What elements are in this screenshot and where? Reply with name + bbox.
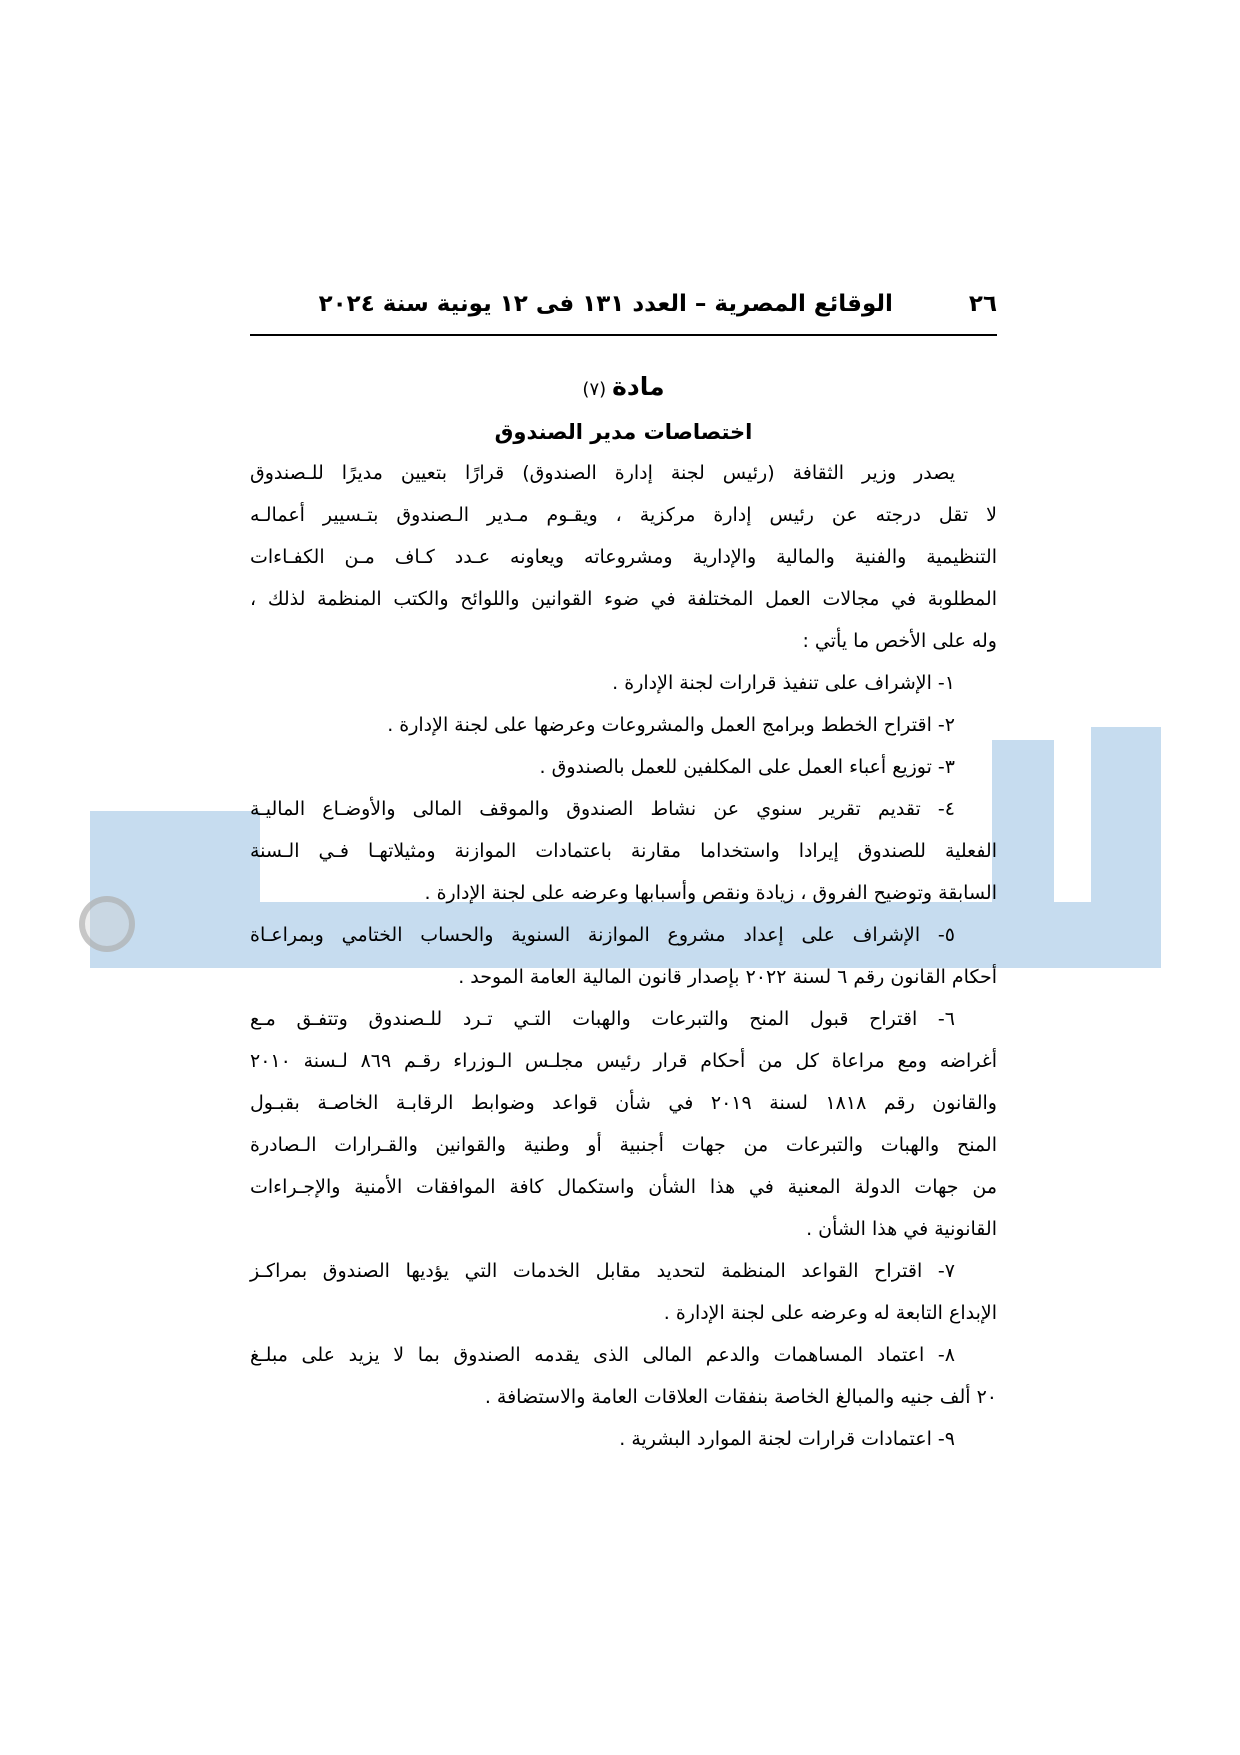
text-line: الإبداع التابعة له وعرضه على لجنة الإدارة . [663, 1302, 997, 1324]
publication-title: الوقائع المصرية – العدد ١٣١ فى ١٢ يونية سنة ٢٠٢٤ [318, 291, 893, 317]
intro-paragraph [250, 452, 997, 662]
text-line: يصدر وزير الثقافة (رئيس لجنة إدارة الصندوق) قرارًا بتعيين مديرًا للـصندوق [250, 462, 955, 484]
text-line: أحكام القانون رقم ٦ لسنة ٢٠٢٢ بإصدار قانون المالية العامة الموحد . [458, 966, 997, 988]
list-item [250, 1334, 997, 1418]
list-item [250, 1418, 997, 1460]
text-line: ٥- الإشراف على إعداد مشروع الموازنة السنوية والحساب الختامي وبمراعـاة [250, 924, 955, 946]
list-item [250, 704, 997, 746]
text-line: لا تقل درجته عن رئيس إدارة مركزية ، ويقـوم مـدير الـصندوق بتـسيير أعمالـه [250, 504, 997, 526]
text-line: الفعلية للصندوق إيرادا واستخداما مقارنة باعتمادات الموازنة ومثيلاتهـا فـي الـسنة [250, 840, 997, 862]
watermark-seal-icon [79, 896, 135, 952]
article-label: مادة [612, 372, 665, 401]
text-line: المنح والهبات والتبرعات من جهات أجنبية أو وطنية والقوانين والقـرارات الـصادرة [250, 1134, 997, 1156]
text-line: ١- الإشراف على تنفيذ قرارات لجنة الإدارة . [612, 672, 955, 694]
list-item [250, 914, 997, 998]
text-line: السابقة وتوضيح الفروق ، زيادة ونقص وأسبابها وعرضه على لجنة الإدارة . [424, 882, 997, 904]
text-line: أغراضه ومع مراعاة كل من أحكام قرار رئيس مجلـس الـوزراء رقـم ٨٦٩ لـسنة ٢٠١٠ [250, 1050, 997, 1072]
text-line: ٤- تقديم تقرير سنوي عن نشاط الصندوق والموقف المالى والأوضـاع الماليـة [250, 798, 955, 820]
text-line: ٦- اقتراح قبول المنح والتبرعات والهبات التـي تـرد للـصندوق وتتفـق مـع [250, 1008, 955, 1030]
watermark-stroke [90, 811, 260, 902]
watermark-stroke [1091, 727, 1161, 902]
text-line: ٢- اقتراح الخطط وبرامج العمل والمشروعات وعرضها على لجنة الإدارة . [387, 714, 955, 736]
text-line: وله على الأخص ما يأتي : [802, 630, 997, 652]
list-item [250, 662, 997, 704]
article-body [250, 452, 997, 1460]
article-heading: اختصاصات مدير الصندوق [494, 420, 753, 444]
text-line: ٨- اعتماد المساهمات والدعم المالى الذى يقدمه الصندوق بما لا يزيد على مبلـغ [250, 1344, 955, 1366]
text-line: والقانون رقم ١٨١٨ لسنة ٢٠١٩ في شأن قواعد وضوابط الرقابـة الخاصـة بقبـول [250, 1092, 997, 1114]
text-line: ٧- اقتراح القواعد المنظمة لتحديد مقابل الخدمات التي يؤديها الصندوق بمراكـز [250, 1260, 955, 1282]
list-item [250, 788, 997, 914]
article-number-value: (٧) [582, 379, 607, 400]
running-header [250, 286, 997, 322]
list-item [250, 998, 997, 1250]
text-line: من جهات الدولة المعنية في هذا الشأن واستكمال كافة الموافقات الأمنية والإجـراءات [250, 1176, 997, 1198]
text-line: ٢٠ ألف جنيه والمبالغ الخاصة بنفقات العلاقات العامة والاستضافة . [484, 1386, 997, 1408]
page-number: ٢٦ [968, 291, 997, 317]
header-rule [250, 334, 997, 336]
article-number [250, 368, 997, 406]
list-item [250, 1250, 997, 1334]
text-line: المطلوبة في مجالات العمل المختلفة في ضوء القوانين واللوائح والكتب المنظمة لذلك ، [250, 588, 997, 610]
text-line: القانونية في هذا الشأن . [806, 1218, 997, 1240]
list-item [250, 746, 997, 788]
text-line: ٣- توزيع أعباء العمل على المكلفين للعمل بالصندوق . [539, 756, 955, 778]
text-line: ٩- اعتمادات قرارات لجنة الموارد البشرية . [619, 1428, 955, 1450]
text-line: التنظيمية والفنية والمالية والإدارية ومشروعاته ويعاونه عـدد كـاف مـن الكفـاءات [250, 546, 997, 568]
watermark-stroke [992, 740, 1054, 902]
